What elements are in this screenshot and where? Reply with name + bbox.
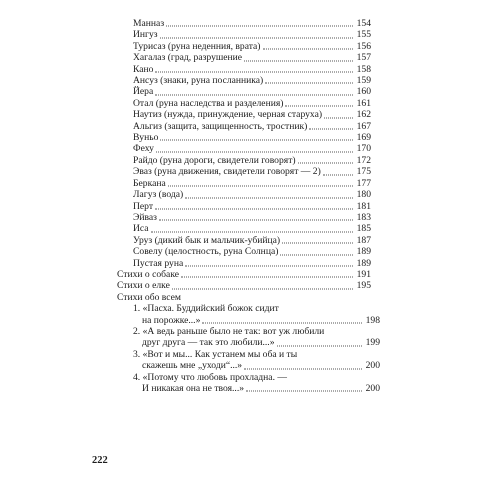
dot-leader	[168, 186, 353, 187]
dot-leader	[185, 265, 353, 266]
toc-entry-page: 177	[356, 177, 371, 189]
dot-leader	[324, 117, 353, 118]
dot-leader	[298, 163, 353, 164]
toc-entry-title-line1: 1. «Пасха. Буддийский божок сидит	[133, 303, 279, 315]
toc-entry-rune	[117, 86, 371, 97]
toc-entry-page: 159	[356, 75, 371, 87]
dot-leader	[155, 208, 353, 209]
toc-entry-poem	[117, 348, 380, 372]
toc-entry-title: Стихи обо всем	[117, 291, 181, 303]
toc-entry-rune	[117, 109, 371, 120]
dot-leader	[151, 231, 353, 232]
toc-entry-page: 200	[365, 383, 380, 394]
toc-entry-rune	[117, 212, 371, 223]
toc-entry-rune	[117, 29, 371, 40]
toc-entry-page: 199	[365, 337, 380, 349]
toc-entry-page: 155	[356, 29, 371, 41]
toc-entry-title: Альгиз (защита, защищенность, тростник)	[133, 120, 308, 132]
dot-leader	[309, 129, 353, 130]
toc-entry-rune	[117, 223, 371, 234]
toc-entry-rune	[117, 189, 371, 200]
toc-entry-page: 156	[356, 40, 371, 52]
toc-entry-rune	[117, 258, 371, 269]
toc-entry-title: Наутиз (нужда, принуждение, черная старуха)	[133, 109, 323, 121]
toc-entry-page: 154	[356, 18, 371, 29]
dot-leader	[172, 288, 353, 289]
dot-leader	[185, 197, 353, 198]
toc-entry-title: Ансуз (знаки, руна посланника)	[133, 75, 264, 87]
toc-entry-title: Пустая руна	[133, 257, 184, 269]
toc-entry-title-line1: 3. «Вот и мы... Как устанем мы оба и ты	[133, 348, 298, 360]
dot-leader	[155, 94, 353, 95]
toc-entry-page: 175	[356, 166, 371, 178]
toc-entry-rune	[117, 235, 371, 246]
dot-leader	[160, 37, 353, 38]
dot-leader	[202, 322, 362, 323]
toc-entry-page: 198	[365, 314, 380, 326]
toc-entry-title: Лагуз (вода)	[133, 189, 184, 201]
dot-leader	[159, 220, 353, 221]
dot-leader	[244, 60, 353, 61]
toc-entry-page: 167	[356, 120, 371, 132]
toc-entry-title: Беркана	[133, 177, 166, 189]
toc-entry-title: Хагалаз (град, разрушение	[133, 52, 243, 64]
toc-entry-rune	[117, 41, 371, 52]
toc-entry-page: 191	[356, 268, 371, 280]
toc-entry-title: Кано	[133, 63, 154, 75]
toc-entry-title: Эйваз	[133, 211, 157, 223]
toc-entry-rune	[117, 246, 371, 257]
toc-entry-page: 160	[356, 86, 371, 98]
toc-entry-page: 181	[356, 200, 371, 212]
dot-leader	[280, 254, 353, 255]
toc-entry-title-line2: И никакая она не твоя...»	[142, 383, 245, 394]
toc-entry-rune	[117, 64, 371, 75]
toc-entry-page: 162	[356, 109, 371, 121]
table-of-contents	[117, 18, 380, 394]
toc-entry-rune	[117, 132, 371, 143]
toc-entry-title: Йера	[133, 86, 154, 98]
dot-leader	[263, 49, 353, 50]
toc-entry-page: 185	[356, 223, 371, 235]
toc-entry-title: Ингуз	[133, 29, 158, 41]
toc-entry-page: 161	[356, 97, 371, 109]
toc-entry-rune	[117, 201, 371, 212]
toc-entry-title-line2: на порожке...»	[142, 314, 201, 326]
toc-entry-rune	[117, 178, 371, 189]
toc-entry-title: Иса	[133, 223, 149, 235]
toc-entry-title: Совелу (целостность, руна Солнца)	[133, 246, 279, 258]
toc-entry-title: Феху	[133, 143, 154, 155]
toc-entry-title: Манназ	[133, 18, 165, 29]
toc-entry-rune	[117, 166, 371, 177]
toc-entry-title: Перт	[133, 200, 154, 212]
toc-entry-page: 180	[356, 189, 371, 201]
toc-entry-page: 200	[365, 360, 380, 372]
dot-leader	[285, 106, 353, 107]
dot-leader	[155, 72, 353, 73]
toc-entry-page: 189	[356, 246, 371, 258]
dot-leader	[282, 243, 353, 244]
dot-leader	[277, 345, 362, 346]
toc-entry-title: Отал (руна наследства и разделения)	[133, 97, 284, 109]
toc-entry-title-line2: друг друга — так это любили...»	[142, 337, 275, 349]
toc-entry-page: 158	[356, 63, 371, 75]
toc-entry-rune	[117, 75, 371, 86]
toc-entry-poem	[117, 325, 380, 349]
toc-entry-rune	[117, 143, 371, 154]
toc-entry-section	[117, 280, 371, 291]
toc-entry-rune	[117, 155, 371, 166]
dot-leader	[160, 140, 353, 141]
toc-entry-section	[117, 269, 371, 280]
toc-entry-rune	[117, 18, 371, 29]
toc-entry-section-heading	[117, 292, 371, 303]
page-number: 222	[92, 455, 108, 466]
toc-entry-title-line1: 2. «А ведь раньше было не так: вот уж любили	[133, 325, 325, 337]
toc-entry-page: 189	[356, 257, 371, 269]
toc-entry-rune	[117, 52, 371, 63]
toc-entry-title: Стихи о собаке	[117, 268, 179, 280]
toc-entry-title: Уруз (дикий бык и мальчик-убийца)	[133, 234, 281, 246]
toc-entry-page: 195	[356, 280, 371, 292]
dot-leader	[156, 151, 353, 152]
toc-entry-page: 183	[356, 211, 371, 223]
toc-entry-rune	[117, 121, 371, 132]
toc-entry-title: Турисаз (руна неденния, врата)	[133, 40, 261, 52]
toc-entry-page: 172	[356, 154, 371, 166]
toc-entry-title: Стихи о елке	[117, 280, 170, 292]
toc-entry-title: Вуньо	[133, 132, 159, 144]
dot-leader	[181, 277, 353, 278]
dot-leader	[246, 391, 362, 392]
toc-entry-title: Райдо (руна дороги, свидетели говорят)	[133, 154, 296, 166]
toc-entry-title-line2: скажешь мне „уходи“...»	[142, 360, 243, 372]
dot-leader	[244, 368, 362, 369]
toc-entry-page: 170	[356, 143, 371, 155]
toc-entry-title-line1: 4. «Потому что любовь прохладна. —	[133, 371, 287, 383]
dot-leader	[265, 83, 353, 84]
toc-entry-page: 169	[356, 132, 371, 144]
toc-entry-page: 187	[356, 234, 371, 246]
toc-entry-poem	[117, 303, 380, 326]
dot-leader	[166, 26, 353, 27]
toc-entry-page: 157	[356, 52, 371, 64]
dot-leader	[323, 174, 353, 175]
toc-entry-title: Эваз (руна движения, свидетели говорят — 2)	[133, 166, 321, 178]
toc-entry-poem	[117, 371, 380, 395]
toc-entry-rune	[117, 98, 371, 109]
